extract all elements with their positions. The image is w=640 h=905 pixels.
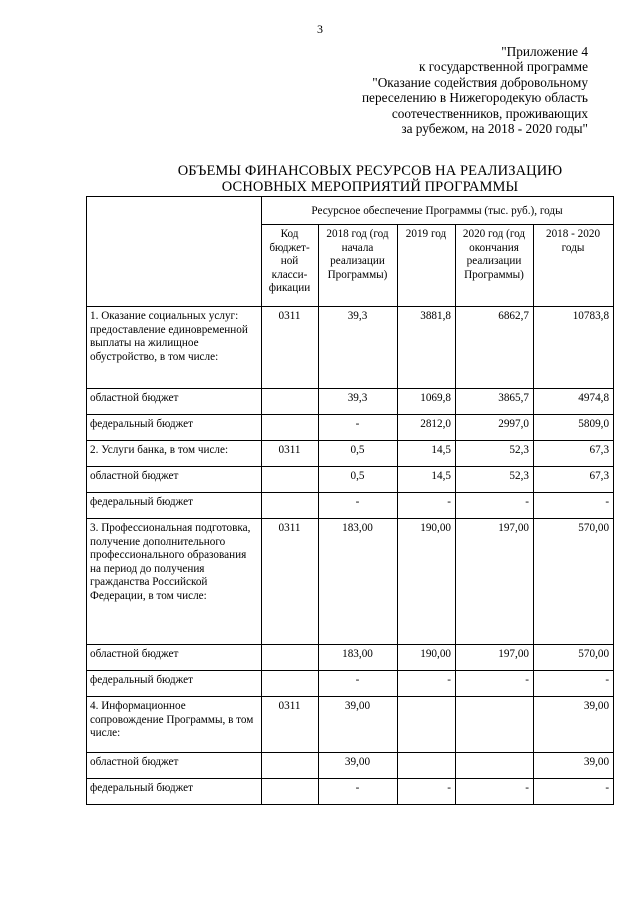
table-row: [87, 753, 614, 779]
resource-span-header: Ресурсное обеспечение Программы (тыс. руб.), годы: [262, 197, 614, 225]
table-row: [87, 441, 614, 467]
table-row: [87, 671, 614, 697]
code-cell: [262, 753, 319, 779]
row-name-cell: областной бюджет: [87, 645, 262, 671]
code-cell: [262, 415, 319, 441]
table-row: [87, 645, 614, 671]
appendix-line: "Оказание содействия добровольному: [372, 74, 588, 90]
value-total-cell: 39,00: [534, 753, 614, 779]
code-cell: 0311: [262, 307, 319, 389]
value-2019-cell: 3881,8: [398, 307, 456, 389]
table-row: [87, 519, 614, 645]
appendix-header: [288, 44, 588, 136]
value-2018-cell: 39,00: [319, 753, 398, 779]
value-2018-cell: 183,00: [319, 645, 398, 671]
header-empty-cell: [87, 197, 262, 307]
value-2018-cell: 39,3: [319, 389, 398, 415]
code-cell: [262, 467, 319, 493]
value-total-cell: 570,00: [534, 519, 614, 645]
value-2020-cell: -: [456, 671, 534, 697]
appendix-line: соотечественников, проживающих: [391, 105, 588, 121]
row-name-cell: федеральный бюджет: [87, 493, 262, 519]
value-2020-cell: [456, 697, 534, 753]
value-2019-cell: [398, 753, 456, 779]
document-title: [0, 163, 640, 195]
value-2019-cell: 1069,8: [398, 389, 456, 415]
row-name-cell: 3. Профессиональная подготовка, получение дополнительного профессионального образования на период до получения гражданства Российской Федерации, в том числе:: [87, 519, 262, 645]
value-total-cell: 67,3: [534, 467, 614, 493]
value-2020-cell: 52,3: [456, 441, 534, 467]
code-cell: [262, 389, 319, 415]
value-total-cell: 4974,8: [534, 389, 614, 415]
code-cell: [262, 493, 319, 519]
table-row: [87, 307, 614, 389]
value-total-cell: 39,00: [534, 697, 614, 753]
value-2018-cell: -: [319, 779, 398, 805]
value-2018-cell: 39,00: [319, 697, 398, 753]
value-2019-cell: -: [398, 493, 456, 519]
value-total-cell: 67,3: [534, 441, 614, 467]
value-total-cell: -: [534, 493, 614, 519]
title-line: ОБЪЕМЫ ФИНАНСОВЫХ РЕСУРСОВ НА РЕАЛИЗАЦИЮ: [177, 163, 563, 179]
col-header-total: 2018 - 2020 годы: [534, 225, 614, 307]
title-line: ОСНОВНЫХ МЕРОПРИЯТИЙ ПРОГРАММЫ: [221, 179, 519, 195]
code-cell: [262, 779, 319, 805]
value-2019-cell: 190,00: [398, 645, 456, 671]
value-2020-cell: 3865,7: [456, 389, 534, 415]
value-2018-cell: 39,3: [319, 307, 398, 389]
value-total-cell: 10783,8: [534, 307, 614, 389]
value-2019-cell: [398, 697, 456, 753]
value-total-cell: 5809,0: [534, 415, 614, 441]
row-name-cell: 1. Оказание социальных услуг: предоставление единовременной выплаты на жилищное обустройство, в том числе:: [87, 307, 262, 389]
row-name-cell: областной бюджет: [87, 753, 262, 779]
value-2018-cell: -: [319, 493, 398, 519]
row-name-cell: областной бюджет: [87, 389, 262, 415]
appendix-line: "Приложение 4: [501, 44, 588, 59]
value-2018-cell: 0,5: [319, 441, 398, 467]
code-cell: 0311: [262, 697, 319, 753]
table-row: [87, 389, 614, 415]
row-name-cell: федеральный бюджет: [87, 415, 262, 441]
code-cell: 0311: [262, 519, 319, 645]
value-2018-cell: -: [319, 671, 398, 697]
row-name-cell: областной бюджет: [87, 467, 262, 493]
value-total-cell: -: [534, 671, 614, 697]
value-2019-cell: 14,5: [398, 441, 456, 467]
header-row-top: [87, 197, 614, 225]
row-name-cell: 4. Информационное сопровождение Программы, в том числе:: [87, 697, 262, 753]
value-total-cell: -: [534, 779, 614, 805]
value-2018-cell: 0,5: [319, 467, 398, 493]
page-number: 3: [317, 22, 323, 36]
table-row: [87, 779, 614, 805]
value-2018-cell: 183,00: [319, 519, 398, 645]
funding-table: [86, 196, 614, 805]
table-row: [87, 493, 614, 519]
value-2019-cell: 14,5: [398, 467, 456, 493]
code-cell: [262, 671, 319, 697]
table-row: [87, 697, 614, 753]
value-2019-cell: 190,00: [398, 519, 456, 645]
value-2020-cell: -: [456, 779, 534, 805]
value-2020-cell: 197,00: [456, 519, 534, 645]
table-row: [87, 467, 614, 493]
value-2018-cell: -: [319, 415, 398, 441]
value-2020-cell: -: [456, 493, 534, 519]
table-row: [87, 415, 614, 441]
col-header-2020: 2020 год (год окончания реализации Программы): [456, 225, 534, 307]
value-2020-cell: 52,3: [456, 467, 534, 493]
value-2019-cell: -: [398, 779, 456, 805]
value-2020-cell: 197,00: [456, 645, 534, 671]
row-name-cell: 2. Услуги банка, в том числе:: [87, 441, 262, 467]
code-cell: [262, 645, 319, 671]
appendix-line: переселению в Нижегородекую область: [361, 90, 588, 106]
appendix-line: за рубежом, на 2018 - 2020 годы": [401, 121, 588, 137]
value-2020-cell: 6862,7: [456, 307, 534, 389]
row-name-cell: федеральный бюджет: [87, 671, 262, 697]
col-header-2018: 2018 год (год начала реализации Программы): [319, 225, 398, 307]
code-cell: 0311: [262, 441, 319, 467]
value-2020-cell: [456, 753, 534, 779]
value-2020-cell: 2997,0: [456, 415, 534, 441]
value-total-cell: 570,00: [534, 645, 614, 671]
value-2019-cell: -: [398, 671, 456, 697]
row-name-cell: федеральный бюджет: [87, 779, 262, 805]
col-header-code: Код бюджет-ной класси-фикации: [262, 225, 319, 307]
appendix-line: к государственной программе: [418, 59, 588, 75]
value-2019-cell: 2812,0: [398, 415, 456, 441]
col-header-2019: 2019 год: [398, 225, 456, 307]
